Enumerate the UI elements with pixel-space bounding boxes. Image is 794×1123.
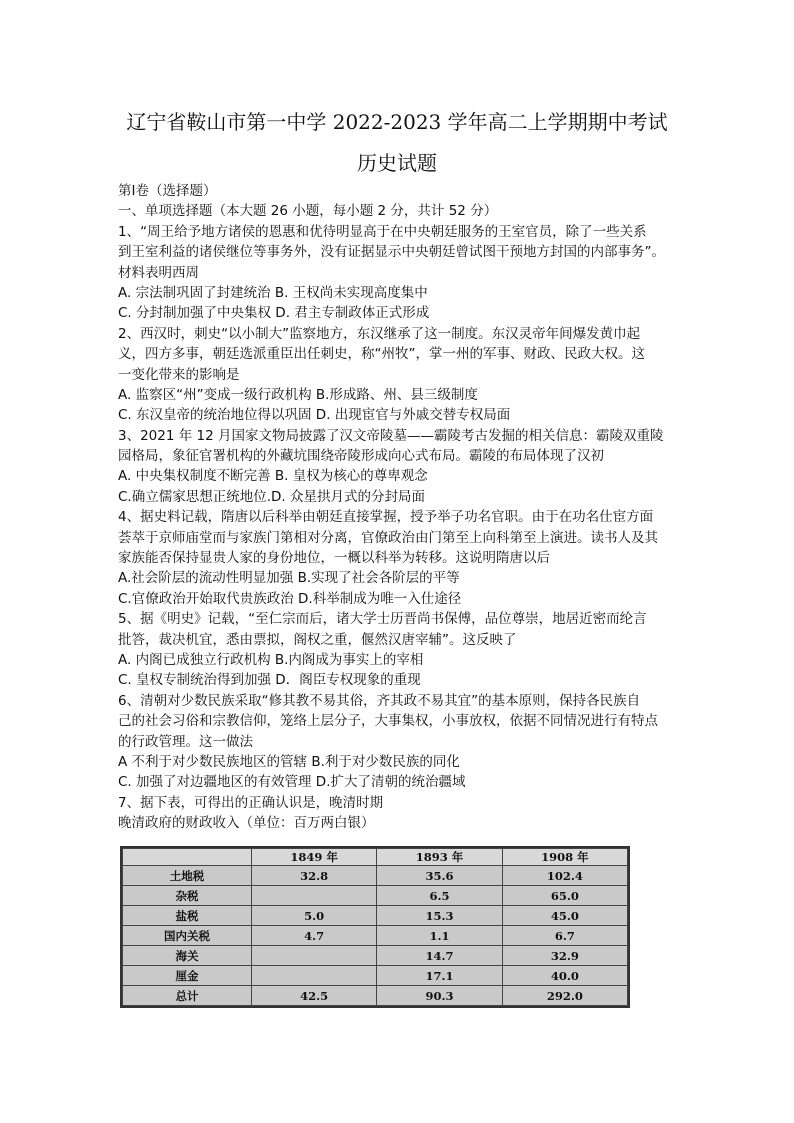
- table-cell: [252, 886, 377, 906]
- table-row: [123, 906, 628, 926]
- table-row-label: 杂税: [123, 886, 252, 906]
- table-row: [123, 966, 628, 986]
- table-cell: 6.5: [377, 886, 502, 906]
- table-cell: 292.0: [502, 986, 627, 1006]
- table-row: [123, 926, 628, 946]
- table-header-cell: [123, 849, 252, 866]
- text-line: A 不利于对少数民族地区的管辖 B.利于对少数民族的同化: [118, 753, 460, 770]
- table-header-cell: 1908 年: [502, 849, 627, 866]
- table-cell: 65.0: [502, 886, 627, 906]
- revenue-table: [122, 848, 628, 1006]
- text-line: 晚清政府的财政收入（单位：百万两白银）: [118, 815, 375, 832]
- text-line: 一变化带来的影响是: [118, 366, 240, 383]
- table-cell: 102.4: [502, 866, 627, 886]
- table-cell: 14.7: [377, 946, 502, 966]
- table-cell: 17.1: [377, 966, 502, 986]
- text-line: 4、据史料记载，隋唐以后科举由朝廷直接掌握，授予举子功名官职。由于在功名仕宦方面: [118, 509, 654, 526]
- table-cell: 15.3: [377, 906, 502, 926]
- table-cell: 4.7: [252, 926, 377, 946]
- text-line: A. 监察区“州”变成一级行政机构 B.形成路、州、县三级制度: [118, 386, 478, 403]
- text-line: 批答，裁决机宜，悉由票拟，阁权之重，偃然汉唐宰辅”。这反映了: [118, 631, 517, 648]
- table-cell: 32.8: [252, 866, 377, 886]
- table-header-cell: 1849 年: [252, 849, 377, 866]
- text-line: C. 东汉皇帝的统治地位得以巩固 D. 出现宦官与外戚交替专权局面: [118, 407, 511, 424]
- table-header-cell: 1893 年: [377, 849, 502, 866]
- table-cell: 35.6: [377, 866, 502, 886]
- text-line: 1、“周王给予地方诸侯的恩惠和优待明显高于在中央朝廷服务的王室官员，除了一些关系: [118, 223, 647, 240]
- table-row: [123, 886, 628, 906]
- text-line: C. 分封制加强了中央集权 D. 君主专制政体正式形成: [118, 305, 430, 322]
- text-line: C.官僚政治开始取代贵族政治 D.科举制成为唯一入仕途径: [118, 590, 462, 607]
- text-line: 己的社会习俗和宗教信仰，笼络上层分子，大事集权，小事放权，依据不同情况进行有特点: [118, 713, 658, 730]
- table-cell: 45.0: [502, 906, 627, 926]
- table-cell: 5.0: [252, 906, 377, 926]
- text-line: 一、单项选择题（本大题 26 小题，每小题 2 分，共计 52 分）: [118, 203, 498, 220]
- text-line: 到王室利益的诸侯继位等事务外，没有证据显示中央朝廷曾试图干预地方封国的内部事务”。: [118, 244, 665, 261]
- text-line: C. 皇权专制统治得到加强 D．阁臣专权现象的重现: [118, 672, 421, 689]
- text-line: A. 中央集权制度不断完善 B. 皇权为核心的尊卑观念: [118, 468, 428, 485]
- text-line: A. 内阁已成独立行政机构 B.内阁成为事实上的宰相: [118, 651, 424, 668]
- table-row: [123, 946, 628, 966]
- table-row-label: 国内关税: [123, 926, 252, 946]
- table-body: [123, 866, 628, 1006]
- table-row-label: 海关: [123, 946, 252, 966]
- table-row-label: 厘金: [123, 966, 252, 986]
- table-cell: [252, 966, 377, 986]
- text-line: 3、2021 年 12 月国家文物局披露了汉文帝陵墓——霸陵考古发掘的相关信息：霸陵双重陵: [118, 427, 664, 444]
- text-line: 6、清朝对少数民族采取“修其教不易其俗，齐其政不易其宜”的基本原则，保持各民族自: [118, 692, 641, 709]
- table-cell: 32.9: [502, 946, 627, 966]
- text-line: C. 加强了对边疆地区的有效管理 D.扩大了清朝的统治疆域: [118, 774, 466, 791]
- text-line: C.确立儒家思想正统地位.D. 众星拱月式的分封局面: [118, 488, 425, 505]
- table-cell: [252, 946, 377, 966]
- table-header-row: [123, 849, 628, 866]
- exam-title: 辽宁省鞍山市第一中学 2022-2023 学年高二上学期期中考试: [126, 110, 668, 134]
- text-line: 家族能否保持显贵人家的身份地位，一概以科举为转移。这说明隋唐以后: [118, 550, 550, 567]
- table-cell: 42.5: [252, 986, 377, 1006]
- table-row-label: 盐税: [123, 906, 252, 926]
- text-line: A. 宗法制巩固了封建统治 B. 王权尚未实现高度集中: [118, 284, 428, 301]
- text-line: 5、据《明史》记载，“至仁宗而后，诸大学士历晋尚书保傅，品位尊崇，地居近密而纶言: [118, 611, 647, 628]
- question-body: [118, 181, 690, 834]
- table-row: [123, 866, 628, 886]
- text-line: 荟萃于京师庙堂而与家族门第相对分离，官僚政治由门第至上向科第至上演进。读书人及其: [118, 529, 658, 546]
- table-cell: 40.0: [502, 966, 627, 986]
- exam-subtitle: 历史试题: [357, 151, 437, 175]
- text-line: 义，四方多事，朝廷选派重臣出任刺史，称“州牧”，掌一州的军事、财政、民政大权。这: [118, 346, 645, 363]
- table-cell: 90.3: [377, 986, 502, 1006]
- text-line: 的行政管理。这一做法: [118, 733, 253, 750]
- table-row-label: 土地税: [123, 866, 252, 886]
- table-row: [123, 986, 628, 1006]
- text-line: 园格局，象征官署机构的外藏坑围绕帝陵形成向心式布局。霸陵的布局体现了汉初: [118, 448, 604, 465]
- text-line: 2、西汉时，刺史“以小制大”监察地方，东汉继承了这一制度。东汉灵帝年间爆发黄巾起: [118, 325, 641, 342]
- table-cell: 1.1: [377, 926, 502, 946]
- text-line: 材料表明西周: [118, 264, 199, 281]
- text-line: 第Ⅰ卷（选择题）: [118, 183, 217, 199]
- revenue-table-frame: [120, 846, 630, 1008]
- text-line: A.社会阶层的流动性明显加强 B.实现了社会各阶层的平等: [118, 570, 460, 587]
- text-line: 7、据下表，可得出的正确认识是，晚清时期: [118, 794, 384, 811]
- table-row-label: 总计: [123, 986, 252, 1006]
- table-cell: 6.7: [502, 926, 627, 946]
